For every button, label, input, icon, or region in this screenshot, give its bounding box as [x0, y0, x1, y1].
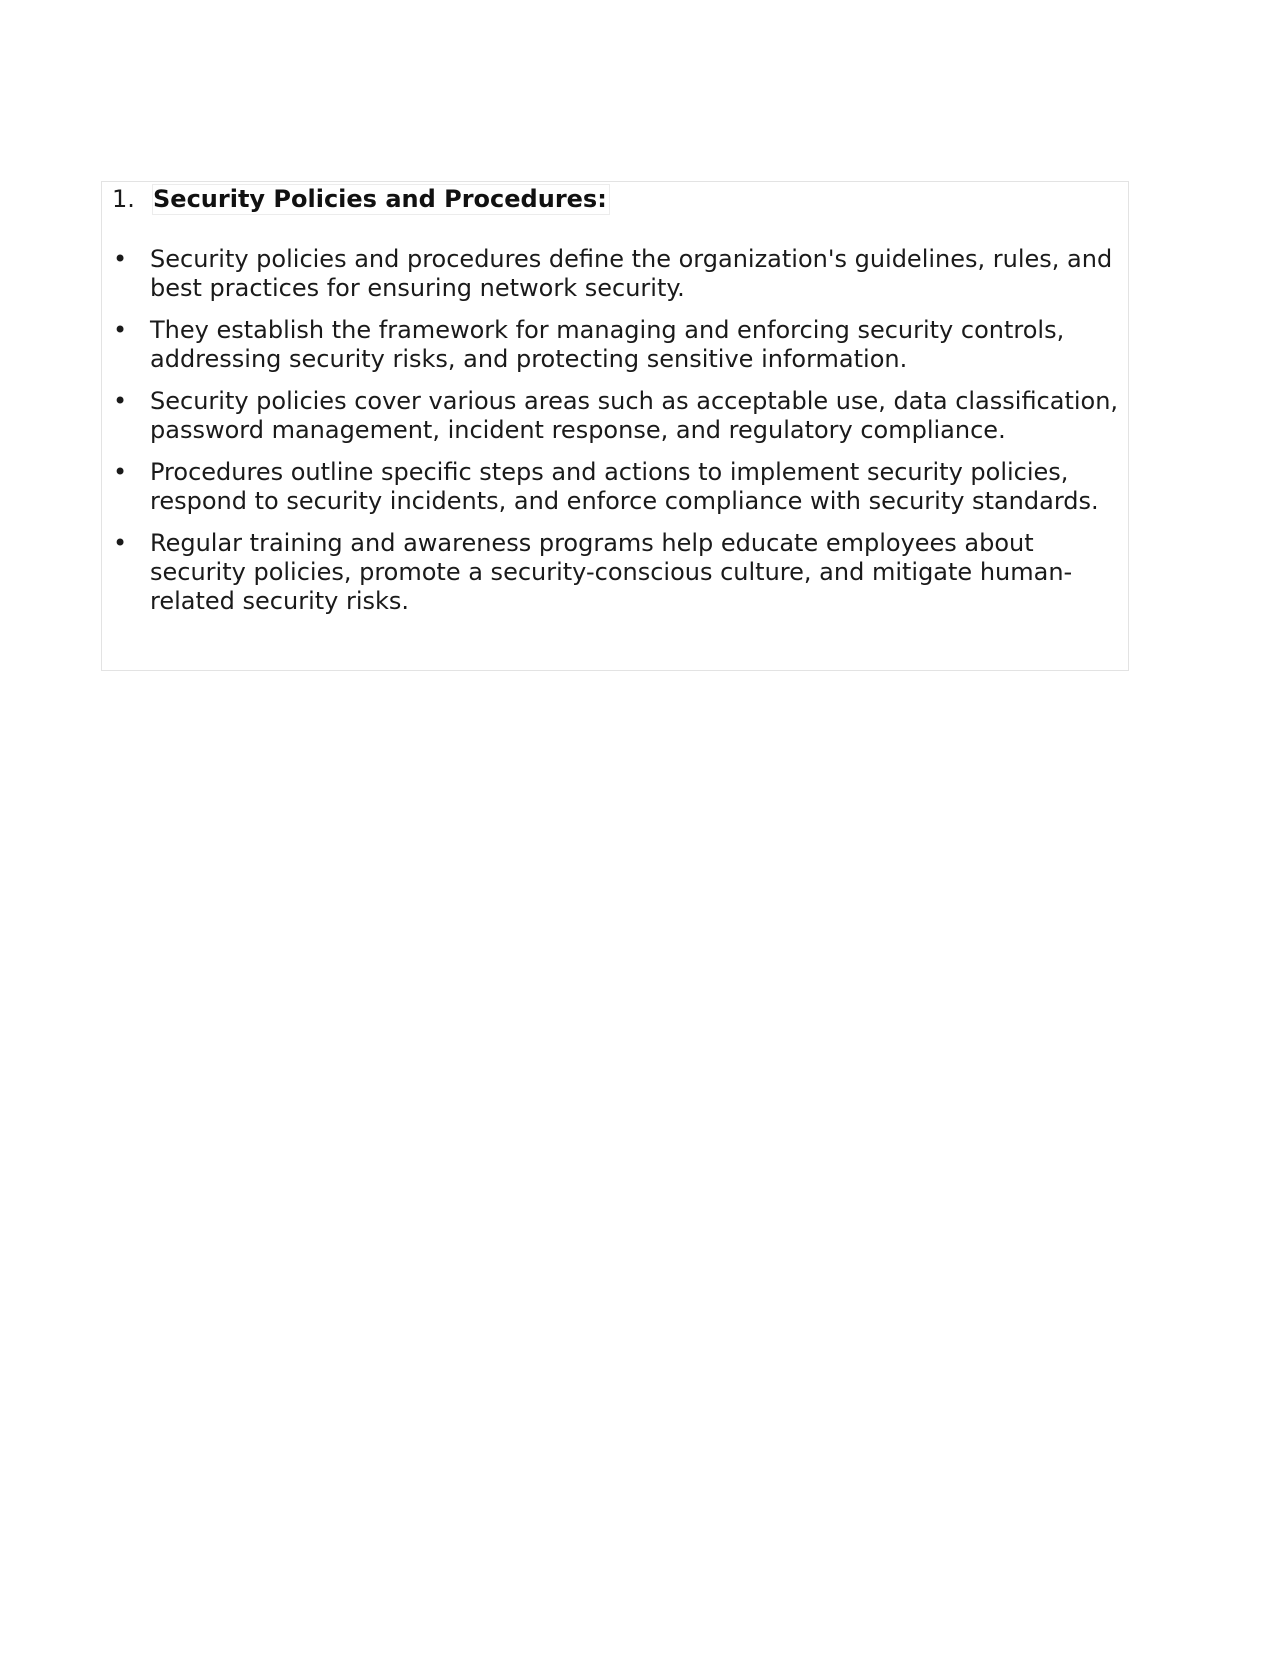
list-item [102, 529, 1130, 616]
list-item [102, 458, 1130, 516]
section-heading [112, 184, 610, 215]
bullet-icon: • [113, 458, 128, 486]
list-item [102, 387, 1130, 445]
bullet-icon: • [113, 529, 128, 557]
bullet-icon: • [113, 387, 128, 415]
list-item-text: Security policies and procedures define the organization's guidelines, rules, and best practices for ensuring network security. [150, 245, 1113, 302]
bullet-list [102, 245, 1130, 629]
bullet-icon: • [113, 316, 128, 344]
content-box [101, 181, 1129, 671]
section-title: Security Policies and Procedures: [152, 184, 610, 215]
section-number: 1. [112, 185, 135, 213]
list-item-text: Security policies cover various areas such as acceptable use, data classification, password management, incident response, and regulatory compliance. [150, 387, 1119, 444]
bullet-icon: • [113, 245, 128, 273]
list-item-text: They establish the framework for managing and enforcing security controls, addressing security risks, and protecting sensitive information. [150, 316, 1065, 373]
list-item [102, 316, 1130, 374]
list-item-text: Procedures outline specific steps and actions to implement security policies, respond to security incidents, and enforce compliance with security standards. [150, 458, 1099, 515]
list-item-text: Regular training and awareness programs help educate employees about security policies, promote a security-conscious culture, and mitigate human-related security risks. [150, 529, 1073, 615]
list-item [102, 245, 1130, 303]
